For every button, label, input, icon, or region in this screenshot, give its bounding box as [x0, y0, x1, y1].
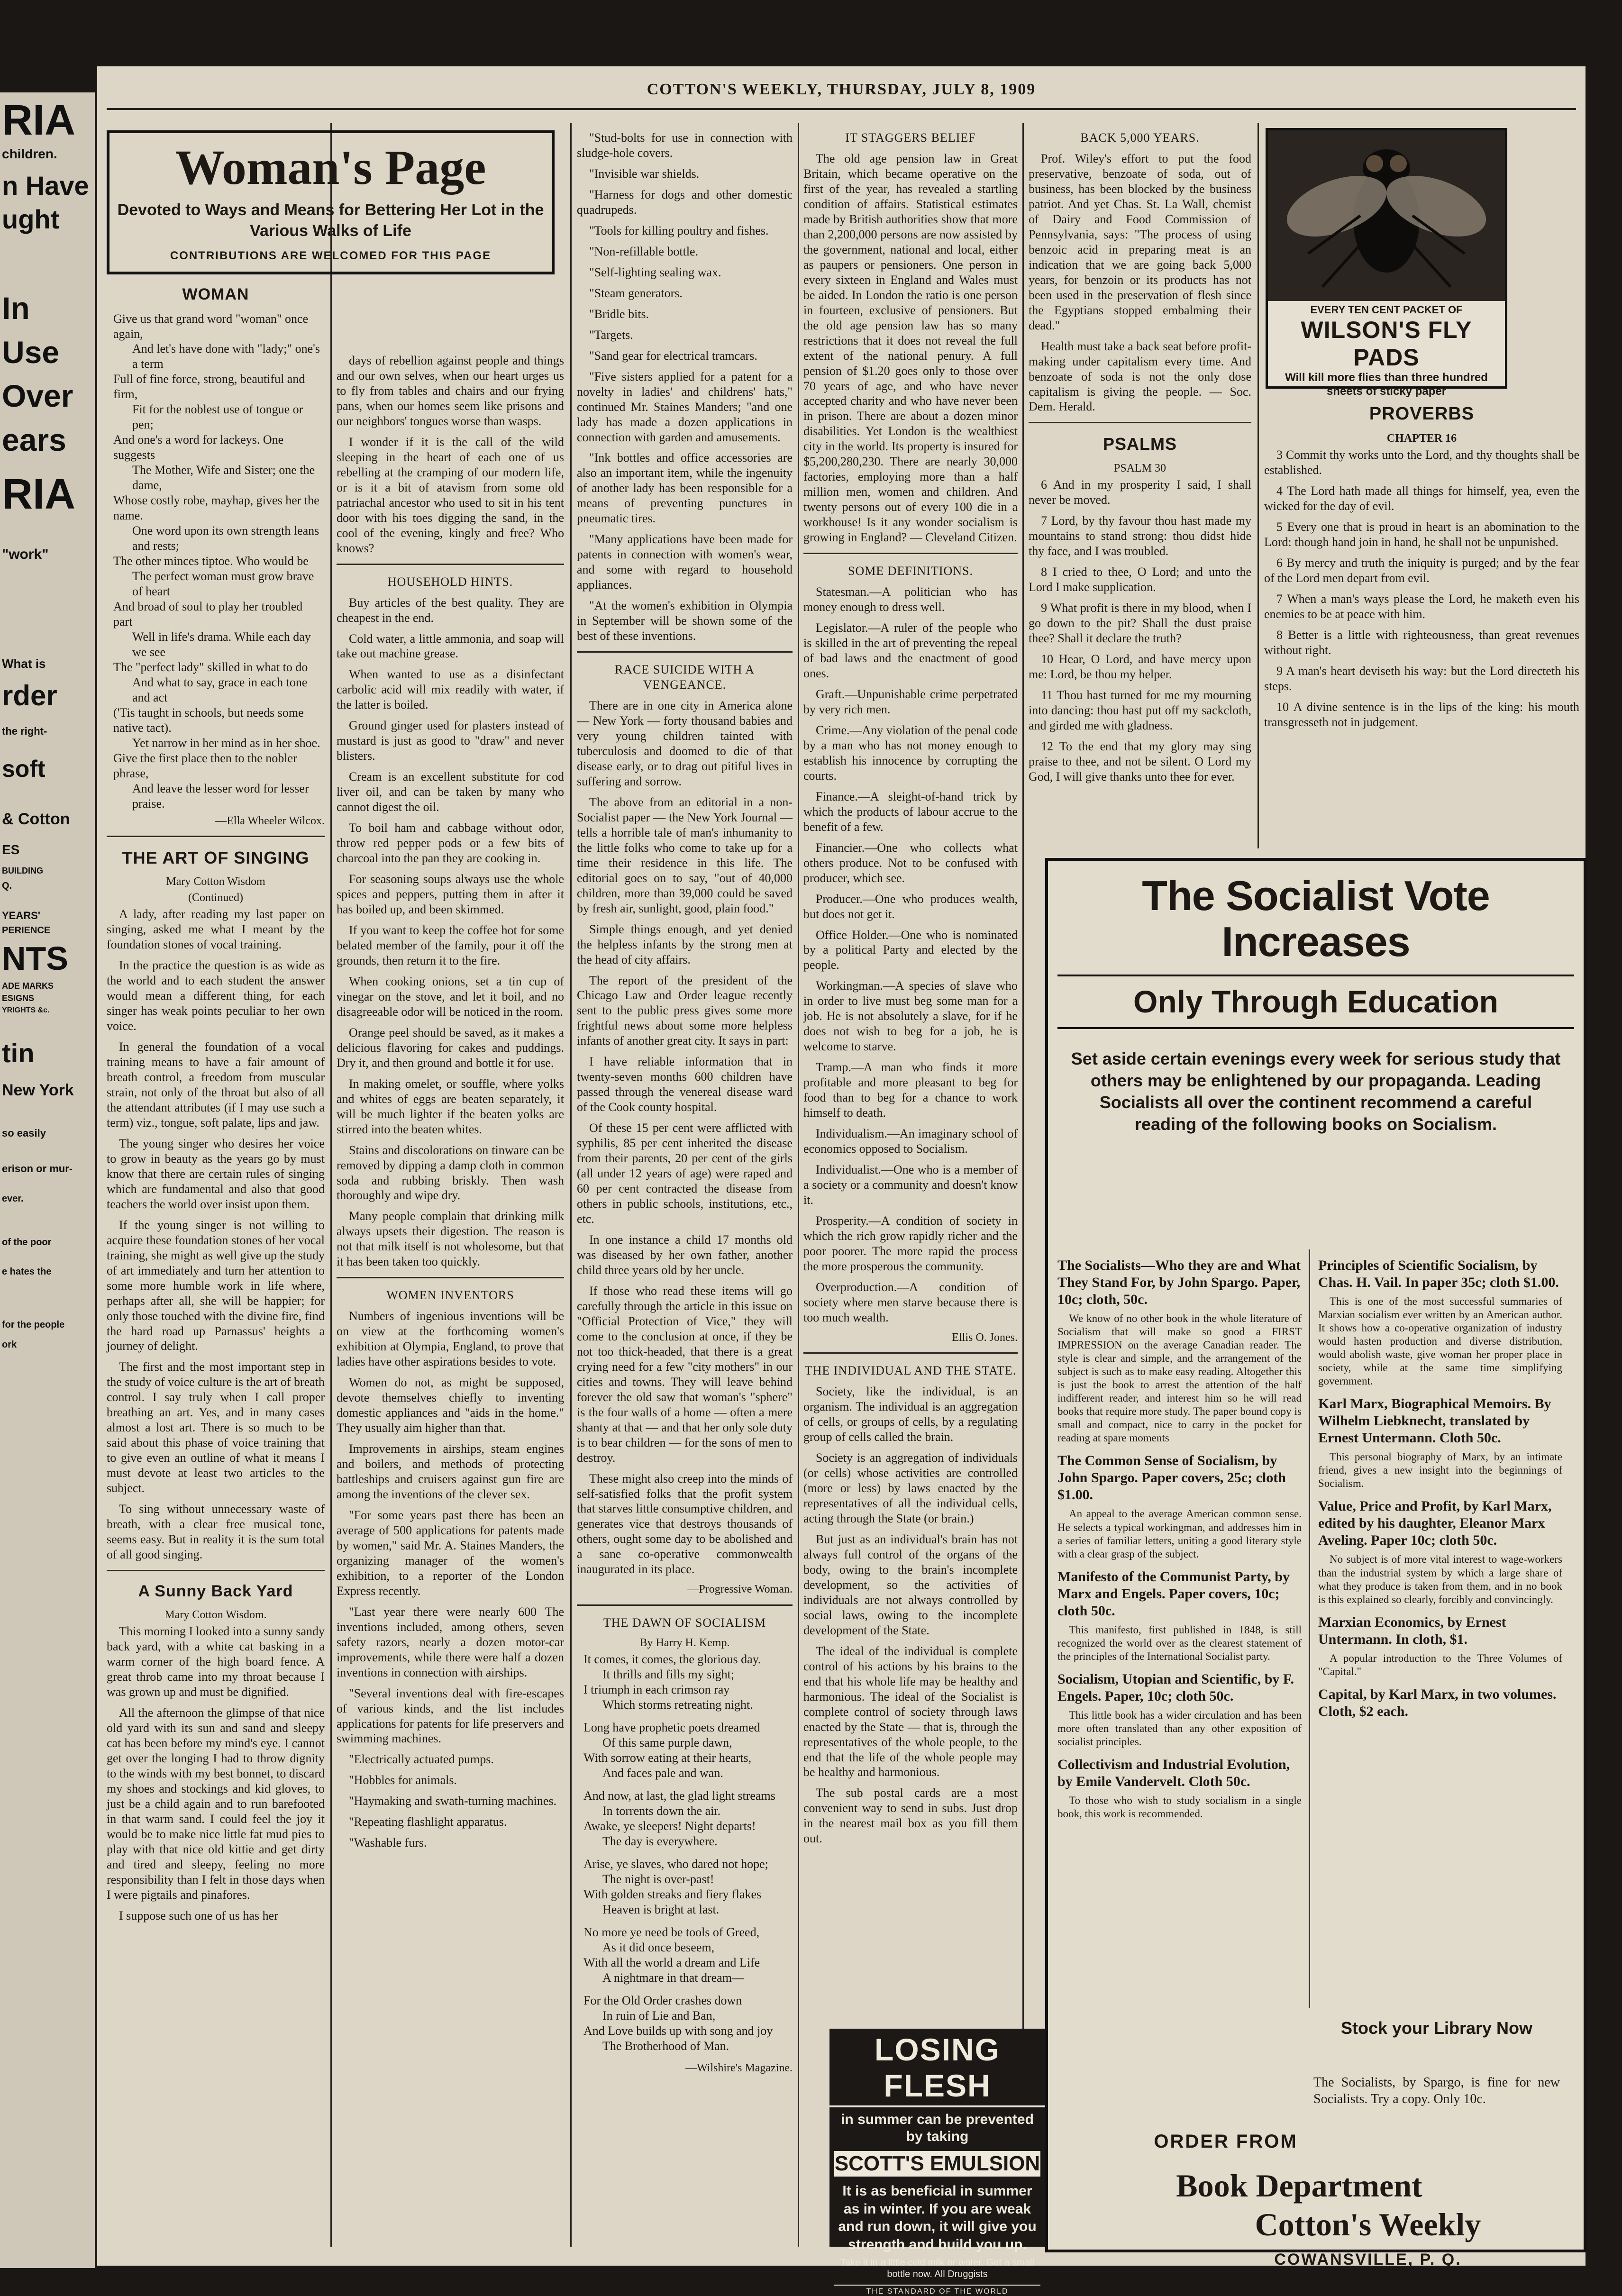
column-rule-4: [1022, 123, 1024, 2247]
race-signature: —Progressive Woman.: [687, 1583, 793, 1596]
book-description: This manifesto, first published in 1848, is still recognized the world over as the clearest statement of the principles of the International Socialist party.: [1057, 1623, 1302, 1662]
poem-line: With all the world a dream and Life: [583, 1955, 760, 1969]
paragraph: Women do not, as might be supposed, devote themselves chiefly to inventing domestic appliances and "aids in the home." They usually aim higher than that.: [337, 1376, 564, 1435]
poem-line: And broad of soul to play her troubled part: [113, 599, 303, 629]
poem-line: The other minces tiptoe. Who would be: [113, 554, 309, 568]
hint-item: In making omelet, or souffle, where yolks and whites of eggs are beaten separately, it will be much lighter if the beaten yolks are stirred into the beaten whites.: [337, 1076, 564, 1136]
paragraph: I wonder if it is the call of the wild sleeping in the heart of each one of us rebelling at the cramping of our modern life, or is it a bit of atavism from some old patriachal ancestor who used to sit in his tent door with his toes digging the sand, in the cool of the evening, kingly and free? Who knows?: [337, 435, 564, 555]
definition-item: Tramp.—A man who finds it more profitable and more pleasant to beg for food than to beg for a chance to work himself to death.: [803, 1060, 1018, 1120]
book-description: To those who wish to study socialism in a single book, this work is recommended.: [1057, 1794, 1302, 1820]
book-title: The Common Sense of Socialism, by John Spargo. Paper covers, 25c; cloth $1.00.: [1057, 1453, 1286, 1503]
paragraph: "Electrically actuated pumps.: [349, 1752, 494, 1767]
losing-ad-body: It is as beneficial in summer as in winter. If you are weak and run down, it will give you strength and build you up.: [838, 2183, 1037, 2252]
fly-ad-claim: Will kill more flies than three hundred sheets of sticky paper: [1285, 371, 1488, 398]
paragraph: "At the women's exhibition in Olympia in September will be shown some of the best of these inventions.: [577, 599, 793, 643]
paragraph: "Ink bottles and office accessories are also an important item, while the ingenuity of another lady has been responsible for a means of preventing punctures in pneumatic tires.: [577, 451, 793, 526]
strip-text: YEARS': [2, 910, 41, 922]
definition-item: Workingman.—A species of slave who in order to live must beg some man for a job. He is not absolutely a slave, for if he does not wish to beg for a job, he is welcome to starve.: [803, 979, 1018, 1054]
paragraph: "Invisible war shields.: [589, 166, 700, 181]
poem-line: It thrills and fills my sight;: [602, 1667, 735, 1682]
definition-item: Finance.—A sleight-of-hand trick by which the products of labour accrue to the benefit of a few.: [803, 789, 1018, 834]
newspaper-page: [97, 66, 1586, 2296]
paragraph: "Several inventions deal with fire-escapes of various kinds, and the list includes applications for patents for life preservers and swimming machines.: [337, 1686, 564, 1746]
paragraph: "Tools for killing poultry and fishes.: [589, 223, 769, 237]
hint-item: Stains and discolorations on tinware can be removed by dipping a damp cloth in common soda and rubbing briskly. Then wash thoroughly and wipe dry.: [337, 1143, 564, 1203]
poem-line: I triumph in each crimson ray: [583, 1683, 730, 1697]
poem-line: And one's a word for lackeys. One suggests: [113, 433, 284, 462]
wilsons-fly-pads-ad: [1266, 128, 1507, 398]
poem-line: Give the first place then to the nobler phrase,: [113, 751, 297, 780]
paragraph: Numbers of ingenious inventions will be on view at the forthcoming women's exhibition at Olympia, England, to prove that ladies have other aspirations besides to vote.: [337, 1309, 564, 1369]
poem-line: With sorrow eating at their hearts,: [583, 1751, 752, 1765]
hint-item: Buy articles of the best quality. They are cheapest in the end.: [337, 595, 564, 625]
inventors-continued: [577, 130, 793, 644]
book-title: Value, Price and Profit, by Karl Marx, edited by his daughter, Eleanor Marx Aveling. Paper 10c; cloth 50c.: [1318, 1498, 1552, 1549]
proverb-verse: 7 When a man's ways please the Lord, he maketh even his enemies to be at peace with him.: [1264, 592, 1579, 621]
definitions-signature: Ellis O. Jones.: [952, 1331, 1018, 1344]
paragraph: To sing without unnecessary waste of breath, with a clear free musical tone, seems easy. But in reality it is the sum total of all good singing.: [107, 1502, 325, 1562]
paragraph: Society, like the individual, is an organism. The individual is an aggregation of cells, or groups of cells, by a regulating group of cells called the brain.: [803, 1385, 1018, 1444]
womans-page-contrib: CONTRIBUTIONS ARE WELCOMED FOR THIS PAGE: [170, 249, 492, 263]
dawn-poem: [577, 1652, 793, 2053]
poem-line: And now, at last, the glad light streams: [583, 1789, 775, 1803]
poem-line: One word upon its own strength leans and rests;: [132, 524, 319, 553]
hint-item: Many people complain that drinking milk always upsets their digestion. The reason is not that milk itself is not wholesome, but that it has been taken too quickly.: [337, 1209, 564, 1269]
order-block: [1048, 2131, 1584, 2269]
singing-continued: (Continued): [188, 891, 243, 904]
strip-text: erison or mur-: [2, 1162, 73, 1175]
fly-ad-product: WILSON'S FLY PADS: [1301, 317, 1472, 371]
dawn-title: THE DAWN OF SOCIALISM: [603, 1615, 766, 1630]
masthead: COTTON'S WEEKLY, THURSDAY, JULY 8, 1909: [647, 81, 1036, 98]
losing-flesh-headline: LOSING FLESH: [829, 2029, 1045, 2107]
poem-line: And Love builds up with song and joy: [583, 2023, 773, 2038]
hint-item: When cooking onions, set a tin cup of vinegar on the stove, and let it boil, and no disagreeable odor will be noticed in the room.: [337, 974, 564, 1019]
column-rule-5: [1258, 123, 1259, 848]
psalm-verse: 7 Lord, by thy favour thou hast made my mountains to stand strong: thou didst hide thy face, and I was troubled.: [1029, 514, 1251, 558]
book-title: Collectivism and Industrial Evolution, by Emile Vandervelt. Cloth 50c.: [1057, 1756, 1290, 1789]
hint-item: Orange peel should be saved, as it makes a delicious flavoring for cakes and puddings. Dry it, and then ground and bottle it for use.: [337, 1025, 564, 1070]
paragraph: "Bridle bits.: [589, 307, 649, 321]
race-article: [577, 698, 793, 1577]
inventors-title: WOMEN INVENTORS: [386, 1288, 514, 1303]
strip-text: of the poor: [2, 1237, 52, 1248]
strip-text: YRIGHTS &c.: [2, 1006, 50, 1014]
proverb-verse: 5 Every one that is proud in heart is an abomination to the Lord: though hand join in hand, he shall not be unpunished.: [1264, 520, 1579, 549]
singing-title: THE ART OF SINGING: [122, 848, 310, 868]
strip-text: ES: [2, 842, 20, 857]
fly-ad-caption-top: EVERY TEN CENT PACKET OF: [1310, 304, 1463, 316]
divider: [107, 1570, 325, 1571]
poem-line: Heaven is bright at last.: [602, 1902, 720, 1916]
poem-line: The Mother, Wife and Sister; one the dame,: [132, 463, 315, 492]
hint-item: Cream is an excellent substitute for cod liver oil, and can be taken by many who cannot digest the oil.: [337, 770, 564, 814]
stock-library: Stock your Library Now: [1340, 2018, 1533, 2038]
book-title: Capital, by Karl Marx, in two volumes. Cloth, $2 each.: [1318, 1686, 1557, 1719]
book-list-left: [1057, 1249, 1302, 1825]
paragraph: "Last year there were nearly 600 The inventions included, among others, seven safety razors, nearly a dozen motor-car improvements, while there were half a dozen inventions in connection with airships.: [337, 1604, 564, 1679]
poem-stanza: [583, 1652, 793, 1713]
proverb-verse: 4 The Lord hath made all things for himself, yea, even the wicked for the day of evil.: [1264, 484, 1579, 513]
hint-item: To boil ham and cabbage without odor, throw red pepper pods or a few bits of charcoal into the pan they are cooking in.: [337, 821, 564, 866]
strip-text: rder: [2, 679, 57, 711]
staggers-title: IT STAGGERS BELIEF: [845, 131, 976, 145]
divider: [337, 564, 564, 565]
strip-text: the right-: [2, 725, 47, 737]
poem-line: For the Old Order crashes down: [583, 1993, 742, 2007]
paragraph: If the young singer is not willing to acquire these foundation stones of her vocal training, she might as well give up the study of art immediately and turn her attention to some more humble work in life where, perhaps after all, she will be happier; for only those touched with the divine fire, find the hard road up Parnassus' heights a journey of delight.: [107, 1218, 325, 1353]
strip-text: NTS: [2, 940, 68, 977]
strip-text: ork: [2, 1339, 17, 1350]
paragraph: days of rebellion against people and things and our own selves, when our heart urges us to fly from tables and chairs and our frying pans, when our homes seem like prisons and our neighbors' tongues worse than wasps.: [337, 354, 564, 428]
masthead-rule: [107, 108, 1576, 110]
strip-text: New York: [2, 1081, 74, 1100]
socialist-books-ad: [1045, 858, 1586, 2269]
strip-text: Over: [2, 378, 73, 414]
paragraph: "Steam generators.: [589, 286, 683, 300]
poem-line: Fit for the noblest use of tongue or pen;: [132, 402, 303, 432]
fly-icon: [1270, 130, 1503, 301]
hints-list: [337, 595, 564, 1270]
paragraph: These might also creep into the minds of self-satisfied folks that the profit system that starves little consumptive children, and generates vice that destroys thousands of others, ought some day to be abolished and a sane co-operative commonwealth inaugurated in its place.: [577, 1471, 793, 1576]
woman-poem: [107, 311, 325, 811]
book-title: Socialism, Utopian and Scientific, by F. Engels. Paper, 10c; cloth 50c.: [1057, 1671, 1294, 1704]
strip-text: n Have: [2, 170, 89, 200]
definition-item: Individualism.—An imaginary school of economics opposed to Socialism.: [803, 1127, 1018, 1156]
book-list-right: [1318, 1249, 1562, 1724]
poem-line: The Brotherhood of Man.: [602, 2039, 729, 2053]
left-page-strip: [0, 92, 95, 2268]
paragraph: "Sand gear for electrical tramcars.: [589, 348, 757, 363]
column-2: [337, 353, 564, 2254]
back-5000-title: BACK 5,000 YEARS.: [1080, 131, 1200, 145]
poem-line: As it did once beseem,: [602, 1940, 715, 1954]
divider: [1029, 422, 1251, 423]
poem-line: Full of fine force, strong, beautiful and firm,: [113, 372, 305, 401]
strip-text: ears: [2, 422, 66, 457]
paragraph: "Five sisters applied for a patent for a novelty in ladies' and childrens' hats," continued Mr. Staines Manders; "and one lady has made a dozen applications in connection with garden and amusements.: [577, 369, 793, 444]
woman-poem-signature: —Ella Wheeler Wilcox.: [215, 814, 325, 827]
psalms-title: PSALMS: [1103, 434, 1177, 454]
book-list: [1057, 1249, 1574, 2008]
book-department: Book Department: [1176, 2168, 1422, 2204]
cottons-weekly: Cotton's Weekly: [1255, 2206, 1481, 2242]
strip-text: tin: [2, 1038, 35, 1068]
book-title: Marxian Economics, by Ernest Untermann. In cloth, $1.: [1318, 1614, 1506, 1647]
paragraph: I suppose such one of us has her: [119, 1908, 278, 1922]
womans-page-title: Woman's Page: [175, 140, 486, 195]
losing-ad-small: Take it in a little cold milk or water. Get a small bottle now. All Druggists: [840, 2258, 1035, 2279]
definition-item: Office Holder.—One who is nominated by a political Party and elected by the people.: [803, 928, 1018, 972]
definitions-list: [803, 584, 1018, 1325]
column-rule-2: [570, 123, 572, 2247]
poem-line: Well in life's drama. While each day we see: [132, 629, 311, 659]
poem-line: No more ye need be tools of Greed,: [583, 1925, 760, 1939]
poem-stanza: [583, 1993, 793, 2054]
dawn-signature: —Wilshire's Magazine.: [685, 2061, 793, 2074]
poem-line: And leave the lesser word for lesser praise.: [132, 781, 309, 811]
strip-text: ught: [2, 204, 60, 235]
book-title: Principles of Scientific Socialism, by Chas. H. Vail. In paper 35c; cloth $1.00.: [1318, 1257, 1559, 1290]
singing-article: [107, 907, 325, 1562]
definition-item: Crime.—Any violation of the penal code by a man who has not money enough to establish his innocence by corrupting the courts.: [803, 723, 1018, 783]
hint-item: If you want to keep the coffee hot for some belated member of the family, pour it off the grounds, then return it to the fire.: [337, 923, 564, 967]
poem-line: And faces pale and wan.: [602, 1766, 723, 1780]
order-from: ORDER FROM: [1154, 2131, 1298, 2152]
paragraph: If those who read these items will go carefully through the article in this issue on "Official Protection of Vice," they will come to the conclusion at once, if they be not too thick-headed, that there is a great crying need for a few "city mothers" in our cities and towns. They will leave behind forever the old saw that woman's "sphere" is the four walls of a home — often a mere shanty at that — and that her only sole duty is to bear children — for the sons of men to destroy.: [577, 1284, 793, 1465]
paragraph: In the practice the question is as wide as the world and to each student the answer would mean a different thing, for each singer has weak points peculiar to her own voice.: [107, 958, 325, 1033]
paragraph: I have reliable information that in twenty-seven months 600 children have passed through the venereal disease ward of the Cook county hospital.: [577, 1055, 793, 1114]
divider: [107, 836, 325, 837]
divider: [803, 553, 1018, 554]
paragraph: The young singer who desires her voice to grow in beauty as the years go by must know that there are certain rules of singing which are fundamental and also that good teachers the world over insist upon them.: [107, 1136, 325, 1211]
column-3: [577, 130, 793, 2254]
paragraph: Improvements in airships, steam engines and boilers, and methods of protecting battleships and cruisers against gun fire are among the inventions of the clever sex.: [337, 1442, 564, 1501]
fly-illustration: [1268, 130, 1505, 301]
book-title: Karl Marx, Biographical Memoirs. By Wilhelm Liebknecht, translated by Ernest Untermann. Cloth 50c.: [1318, 1396, 1551, 1446]
poem-line: Long have prophetic poets dreamed: [583, 1721, 760, 1735]
poem-stanza: [583, 1788, 793, 1849]
socialist-vote-title: The Socialist Vote Increases: [1142, 872, 1490, 965]
definition-item: Legislator.—A ruler of the people who is skilled in the art of preventing the repeal of bad laws and the enactment of good ones.: [803, 621, 1018, 680]
proverb-verse: 6 By mercy and truth the iniquity is purged; and by the fear of the Lord men depart from evil.: [1264, 556, 1579, 585]
backyard-title: A Sunny Back Yard: [138, 1582, 293, 1601]
paragraph: "Washable furs.: [349, 1836, 427, 1850]
book-title: Manifesto of the Communist Party, by Marx and Engels. Paper covers, 10c; cloth 50c.: [1057, 1568, 1290, 1619]
psalm-verse: 6 And in my prosperity I said, I shall never be moved.: [1029, 478, 1251, 507]
definition-item: Individualist.—One who is a member of a society or a community and doesn't know it.: [803, 1163, 1018, 1207]
hint-item: Ground ginger used for plasters instead of mustard is just as good to "draw" and never blisters.: [337, 719, 564, 763]
paragraph: All the afternoon the glimpse of that nice old yard with its sun and sand and sleepy cat has been before my mind's eye. I cannot get over the longing I had to throw dignity to the winds with my best bonnet, to discard my shoes and stockings and kid gloves, to just be a child again and to run barefooted in that warm sand. I could feel the joy it would be to make nice little fat mud pies to play with that nice old kittie and get dirty and tired and sleepy, feeling no more responsibility than I felt in those days when I were pigtails and pinafores.: [107, 1706, 325, 1902]
hints-title: HOUSEHOLD HINTS.: [387, 574, 513, 589]
hint-item: For seasoning soups always use the whole spices and peppers, putting them in after it has boiled up, and been skimmed.: [337, 872, 564, 916]
column-5: [1029, 130, 1251, 846]
poem-line: And let's have done with "lady;" one's a term: [132, 342, 320, 371]
proverb-verse: 3 Commit thy works unto the Lord, and thy thoughts shall be established.: [1264, 448, 1579, 477]
definition-item: Graft.—Unpunishable crime perpetrated by very rich men.: [803, 687, 1018, 716]
strip-text: RIA: [2, 471, 75, 519]
paragraph: "For some years past there has been an average of 500 applications for patents made by women," said Mr. A. Staines Manders, the organizing manager of the women's exhibition, to a reporter of the London Express recently.: [337, 1508, 564, 1598]
divider: [803, 1352, 1018, 1354]
definition-item: Prosperity.—A condition of society in which the rich grow rapidly richer and the poor poorer. The more rapid the process the more prosperous the community.: [803, 1213, 1018, 1273]
book-list-divider: [1309, 1249, 1310, 2008]
strip-text: for the people: [2, 1319, 65, 1330]
poem-line: A nightmare in that dream—: [602, 1970, 744, 1985]
paragraph: "Stud-bolts for use in connection with sludge-hole covers.: [577, 131, 793, 160]
book-description: No subject is of more vital interest to wage-workers than the industrial system by which a large share of what they produce is taken from them, and in no book is this explained so clearly, forcibly and convincingly.: [1318, 1553, 1562, 1605]
poem-line: Give us that grand word "woman" once again,: [113, 311, 309, 341]
strip-text: What is: [2, 656, 46, 671]
poem-line: It comes, it comes, the glorious day.: [583, 1652, 761, 1667]
column-rule-3: [798, 123, 799, 2247]
poem-line: Awake, ye sleepers! Night departs!: [583, 1819, 756, 1833]
strip-text: ADE MARKS: [2, 981, 54, 991]
woman-poem-title: WOMAN: [182, 285, 249, 303]
hint-item: Cold water, a little ammonia, and soap will take out machine grease.: [337, 631, 564, 661]
paragraph: The first and the most important step in the study of voice culture is the art of breath control. I say truly when I call proper breathing an art. Yes, and in many cases almost a lost art. There is so much to be said about this phase of voice training that to give even an outline of what it means I must devote at least two articles to the subject.: [107, 1360, 325, 1495]
paragraph: "Hobbles for animals.: [349, 1773, 457, 1787]
psalm-verse: 9 What profit is there in my blood, when I go down to the pit? Shall the dust praise thee? Shall it declare the truth?: [1029, 601, 1251, 645]
poem-line: The perfect woman must grow brave of heart: [132, 569, 314, 598]
divider: [577, 1604, 793, 1606]
paragraph: Prof. Wiley's effort to put the food preservative, benzoate of soda, out of business, has been blocked by the business patriot. And yet Chas. St. La Wall, chemist of Dairy and Food Commission of Pennsylvania, says: "The process of using benzoic acid in preparing meat is an indication that we are going back 5,000 years, for benzoin or its products has not been used in the preservation of flesh since the Egyptians stopped embalming their dead.": [1029, 151, 1251, 332]
poem-line: The night is over-past!: [602, 1872, 714, 1886]
losing-ad-line: in summer can be prevented by taking: [841, 2112, 1034, 2144]
book-description: An appeal to the average American common sense. He selects a typical workingman, and addresses him in a series of familiar letters, uniting a good literary style with a clear grasp of the subject.: [1057, 1508, 1302, 1560]
backyard-article-continued: [337, 353, 564, 556]
definitions-title: SOME DEFINITIONS.: [848, 564, 973, 578]
backyard-byline: Mary Cotton Wisdom.: [164, 1608, 267, 1621]
definition-item: Statesman.—A politician who has money enough to dress well.: [803, 585, 1018, 614]
losing-ad-footer: THE STANDARD OF THE WORLD: [834, 2285, 1040, 2296]
paragraph: "Harness for dogs and other domestic quadrupeds.: [577, 187, 793, 217]
poem-line: Of this same purple dawn,: [602, 1736, 732, 1750]
inventors-article: [337, 1309, 564, 1850]
poem-line: Which storms retreating night.: [602, 1698, 753, 1712]
paragraph: This morning I looked into a sunny sandy back yard, with a white cat basking in a warm corner of the high board fence. A great throb came into my throat because I was grown up and must be dignified.: [107, 1624, 325, 1699]
socialist-vote-subtitle: Only Through Education: [1057, 975, 1574, 1029]
cowansville: COWANSVILLE, P. Q.: [1274, 2250, 1462, 2269]
strip-text: BUILDING: [2, 866, 43, 876]
singing-byline: Mary Cotton Wisdom: [166, 875, 265, 888]
paragraph: In one instance a child 17 months old was diseased by her own father, another child three years old by her uncle.: [577, 1233, 793, 1277]
strip-text: e hates the: [2, 1266, 52, 1277]
staggers-article: [803, 151, 1018, 545]
book-title: The Socialists—Who they are and What They Stand For, by John Spargo. Paper, 10c; cloth, 50c.: [1057, 1257, 1301, 1307]
paragraph: In general the foundation of a vocal training means to have a fair amount of breath control, a freedom from muscular strain, not only of the throat but also of all the attendant attributes (if I may use such a term) viz., tongue, soft palate, lips and jaw.: [107, 1040, 325, 1130]
strip-text: ever.: [2, 1193, 24, 1204]
poem-stanza: [583, 1857, 793, 1917]
definition-item: Financier.—One who collects what others produce. Not to be confused with producer, which see.: [803, 840, 1018, 885]
definition-item: Overproduction.—A condition of society where men starve because there is too much wealth.: [803, 1280, 1018, 1324]
proverb-verse: 9 A man's heart deviseth his way: but the Lord directeth his steps.: [1264, 664, 1579, 693]
poem-line: In torrents down the air.: [602, 1804, 721, 1818]
individual-article: [803, 1384, 1018, 1846]
book-description: This little book has a wider circulation and has been more often translated than any other exposition of socialist principles.: [1057, 1709, 1302, 1748]
poem-line: ('Tis taught in schools, but needs some native tact).: [113, 705, 304, 735]
paragraph: The sub postal cards are a most convenient way to send in subs. Just drop in the nearest mail box as you fill them out.: [803, 1786, 1018, 1846]
psalm-verse: 10 Hear, O Lord, and have mercy upon me: Lord, be thou my helper.: [1029, 652, 1251, 681]
paragraph: "Non-refillable bottle.: [589, 244, 699, 258]
proverb-verse: 10 A divine sentence is in the lips of the king: his mouth transgresseth not in judgement.: [1264, 700, 1579, 729]
paragraph: The ideal of the individual is complete control of his actions by his brains to the end that his whole life may be healthy and harmonious. The ideal of the Socialist is complete control of society through laws enacted by the State — that is, through the representatives of the whole people, to the end that the life of the whole people may be healthy and harmonious.: [803, 1644, 1018, 1779]
poem-line: The "perfect lady" skilled in what to do: [113, 660, 308, 674]
womans-page-subtitle: Devoted to Ways and Means for Bettering Her Lot in the Various Walks of Life: [117, 201, 544, 240]
poem-line: With golden streaks and fiery flakes: [583, 1887, 762, 1901]
strip-text: soft: [2, 756, 46, 783]
psalm-verse: 11 Thou hast turned for me my mourning into dancing: thou hast put off my sackcloth, and girded me with gladness.: [1029, 688, 1251, 732]
psalm-verse: 12 To the end that my glory may sing praise to thee, and not be silent. O Lord my God, I will give thanks unto thee for ever.: [1029, 739, 1251, 784]
poem-line: Whose costly robe, mayhap, gives her the name.: [113, 493, 319, 523]
paragraph: There are in one city in America alone — New York — forty thousand babies and very young children tainted with tuberculosis and doomed to die of that disease early, or to drag out pitiful lives in suffering and sorrow.: [577, 699, 793, 788]
poem-line: Arise, ye slaves, who dared not hope;: [583, 1857, 768, 1871]
strip-text: RIA: [2, 97, 75, 144]
book-description: We know of no other book in the whole literature of Socialism that will make so good a FIRST IMPRESSION on the average Canadian reader. The style is clear and simple, and the arrangement of the subject is such as to make easy reading. Altogether this is just the book to arrest the attention of the half indifferent reader, and interest him so he will read books that require more study. The paper bound copy is small and compact, nice to carry in the pocket for reading at spare moments: [1057, 1312, 1302, 1444]
strip-text: & Cotton: [2, 810, 70, 829]
poem-line: And what to say, grace in each tone and act: [132, 675, 308, 704]
dawn-byline: By Harry H. Kemp.: [639, 1636, 730, 1649]
paragraph: Health must take a back seat before profit-making under capitalism every time. And benzoate of soda is not the only dose capitalism is giving the people. — Soc. Dem. Herald.: [1029, 339, 1251, 414]
paragraph: "Targets.: [589, 328, 633, 342]
divider: [337, 1277, 564, 1278]
proverbs-verses: [1264, 447, 1579, 730]
paragraph: The report of the president of the Chicago Law and Order league recently sent to the public press gives some more frightful news about some more helpless infants of another great city. It says in part:: [577, 973, 793, 1048]
strip-text: Use: [2, 334, 60, 370]
paragraph: But just as an individual's brain has not always full control of the organs of the body, owing to the brain's incomplete development, so the activities of individuals are not always controlled by social laws, owing to the incomplete development of the State.: [803, 1532, 1018, 1637]
psalms-subtitle: PSALM 30: [1113, 462, 1166, 474]
book-description: This personal biography of Marx, by an intimate friend, gives a new insight into the beginnings of Socialism.: [1318, 1451, 1562, 1490]
psalm-verse: 8 I cried to thee, O Lord; and unto the Lord I make supplication.: [1029, 565, 1251, 594]
paragraph: A lady, after reading my last paper on singing, asked me what I meant by the foundation stones of vocal training.: [107, 907, 325, 952]
strip-text: children.: [2, 146, 57, 161]
strip-text: so easily: [2, 1127, 46, 1139]
poem-line: In ruin of Lie and Ban,: [602, 2008, 716, 2023]
book-description: This is one of the most successful summaries of Marxian socialism ever written by an American author. It shows how a co-operative organization of industry would hasten production and diverse distribution, would abolish waste, give woman her proper place in society, while at the same time simplifying government.: [1318, 1295, 1562, 1387]
column-6: [1264, 403, 1579, 844]
proverbs-title: PROVERBS: [1369, 404, 1475, 424]
column-4: [803, 130, 1018, 2022]
paragraph: The above from an editorial in a non-Socialist paper — the New York Journal — tells a horrible tale of man's inhumanity to the little folks who come to take up for a time their residence in this life. The editorial goes on to say, "out of 40,000 children, more than 39,000 could be saved by fresh air, sunlight, good, plain food.": [577, 795, 793, 915]
race-title: RACE SUICIDE WITH A VENGEANCE.: [614, 663, 755, 692]
scotts-emulsion-name: SCOTT'S EMULSION: [834, 2151, 1040, 2177]
womans-page-box: [107, 130, 555, 274]
paragraph: "Self-lighting sealing wax.: [589, 265, 721, 279]
strip-text: ESIGNS: [2, 993, 35, 1003]
proverbs-subtitle: CHAPTER 16: [1386, 432, 1457, 445]
proverb-verse: 8 Better is a little with righteousness, than great revenues without right.: [1264, 628, 1579, 657]
psalms-verses: [1029, 477, 1251, 784]
paragraph: The old age pension law in Great Britain, which became operative on the first of the year, has revealed a startling condition of affairs. Statistical estimates made by British authorities show that more than 2,200,000 persons are now assisted by the government, national and local, either as paupers or pensioners. One person in every sixteen in England and Wales must be aided. In London the ratio is one person in fourteen, exclusive of pensioners. But the old age pension law has so many restrictions that it does not reveal the full extent of the national penury. A full pension of $1.20 goes only to those over 70 years of age, and who have never accepted charity and who have never been in prison. There are about a dozen minor disabilities. Yet London is the wealthiest city in the world. Its property is insured for $5,200,280,230. There are nearly 30,000 factories, employing more than a half million men, women and children. And twenty persons out of every 100 die in a workhouse! Is it any wonder socialism is growing in England? — Cleveland Citizen.: [803, 151, 1018, 545]
poem-stanza: [583, 1720, 793, 1781]
strip-text: Q.: [2, 881, 12, 892]
individual-title: THE INDIVIDUAL AND THE STATE.: [804, 1364, 1017, 1378]
paragraph: "Repeating flashlight apparatus.: [349, 1815, 507, 1829]
definition-item: Producer.—One who produces wealth, but does not get it.: [803, 892, 1018, 921]
poem-line: The day is everywhere.: [602, 1834, 718, 1848]
column-rule-1: [330, 123, 332, 2247]
backyard-article: [107, 1624, 325, 1923]
paragraph: "Many applications have been made for patents in connection with women's wear, and some with regard to household appliances.: [577, 532, 793, 592]
strip-text: "work": [2, 547, 49, 563]
back-5000-article: [1029, 151, 1251, 414]
spargo-note: The Socialists, by Spargo, is fine for new Socialists. Try a copy. Only 10c.: [1313, 2075, 1560, 2106]
hint-item: When wanted to use as a disinfectant carbolic acid will mix readily with water, if the latter is boiled.: [337, 667, 564, 712]
strip-text: PERIENCE: [2, 925, 51, 936]
paragraph: "Haymaking and swath-turning machines.: [349, 1794, 557, 1808]
paragraph: Of these 15 per cent were afflicted with syphilis, 85 per cent inherited the disease from their parents, 20 per cent of the girls (all under 12 years of age) were raped and 60 per cent contracted the disease from others in public schools, institutions, etc., etc.: [577, 1121, 793, 1226]
divider: [577, 651, 793, 653]
paragraph: Simple things enough, and yet denied the helpless infants by the strong men at the head of city affairs.: [577, 922, 793, 966]
paragraph: Society is an aggregation of individuals (or cells) whose activities are controlled (more or less) by laws enacted by the representatives of all the individual cells, acting through the State (or brain.): [803, 1451, 1018, 1525]
strip-text: In: [2, 290, 30, 326]
poem-stanza: [583, 1925, 793, 1986]
book-description: A popular introduction to the Three Volumes of "Capital.": [1318, 1652, 1562, 1677]
poem-line: Yet narrow in her mind as in her shoe.: [132, 736, 320, 750]
socialist-vote-intro: Set aside certain evenings every week for serious study that others may be enlightened by our propaganda. Leading Socialists all over the continent recommend a careful reading of the following books on Socialism.: [1071, 1048, 1561, 1134]
